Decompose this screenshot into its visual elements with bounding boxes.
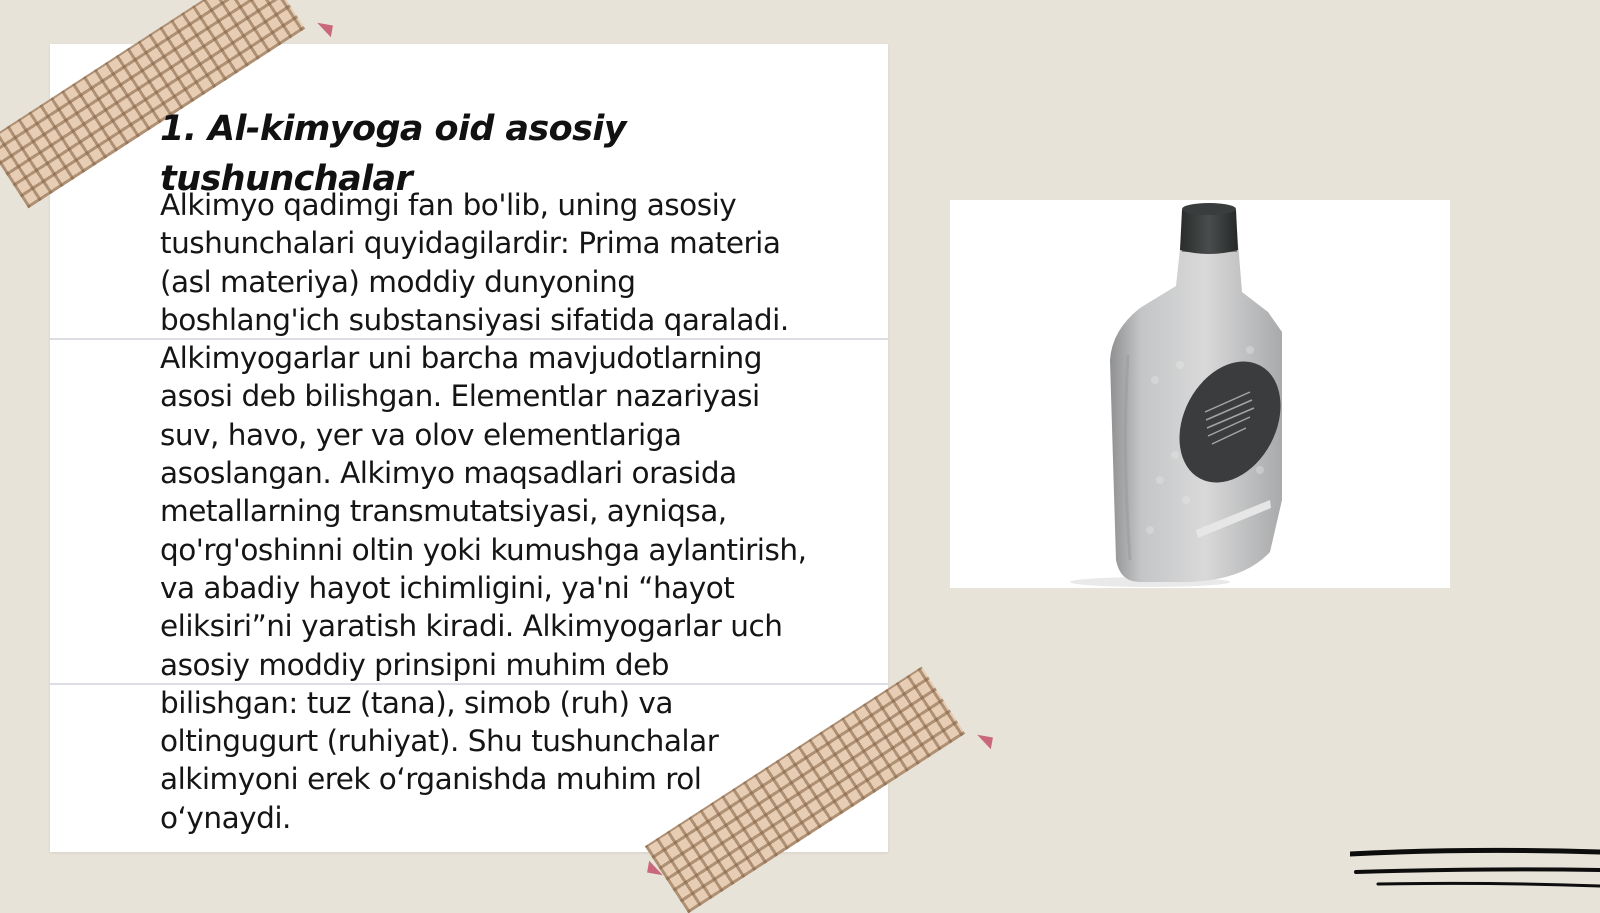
tape-pin-icon [975, 735, 993, 750]
tape-pin-icon [647, 861, 665, 876]
slide-body-text: Alkimyo qadimgi fan bo'lib, uning asosiy tushunchalari quyidagilardir: Prima materia (asl materiya) moddiy dunyoning boshlang'ich substansiyasi sifatida qaraladi. Alkimyogarlar uni barcha mavjudotlarning asosi deb bilishgan. Elementlar nazariyasi suv, havo, yer va olov elementlariga asoslangan. Alkimyo maqsadlari orasida metallarning transmutatsiyasi, ayniqsa, qo'rg'oshinni oltin yoki kumushga aylantirish, va abadiy hayot ichimligini, ya'ni “hayot eliksiri”ni yaratish kiradi. Alkimyogarlar uch asosiy moddiy prinsipni muhim deb bilishgan: tuz (tana), simob (ruh) va oltingugurt (ruhiyat). Shu tushunchalar alkimyoni erek o‘rganishda muhim rol o‘ynaydi. [160, 188, 807, 835]
bottle-icon [950, 200, 1450, 588]
product-photo [950, 200, 1450, 588]
decorative-lines [1350, 846, 1600, 900]
tape-pin-icon [315, 23, 333, 38]
slide-title: 1. Al-kimyoga oid asosiy tushunchalar [160, 109, 626, 199]
